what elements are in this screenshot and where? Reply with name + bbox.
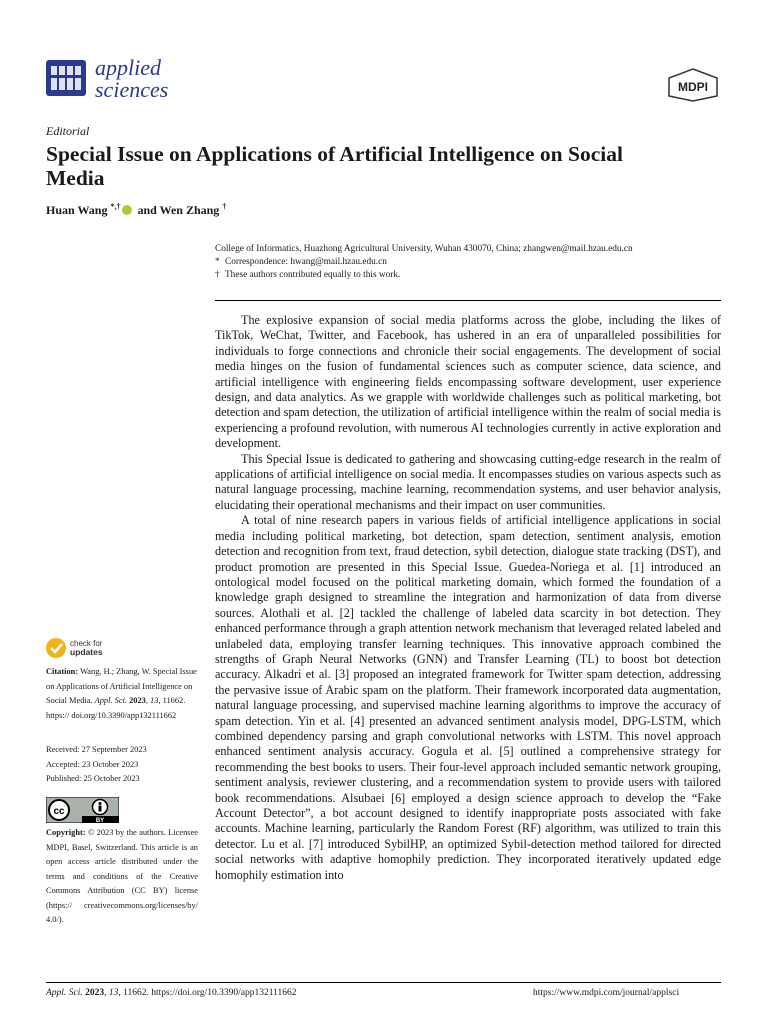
dates-block — [46, 743, 198, 787]
divider — [215, 300, 721, 301]
updates-line2: updates — [70, 647, 103, 657]
equal-mark: † — [215, 270, 220, 280]
equal-contribution-note: These authors contributed equally to this work. — [225, 270, 401, 280]
cc-by-label: BY — [95, 818, 105, 823]
journal-logo-icon — [46, 60, 86, 96]
affiliation-line: College of Informatics, Huazhong Agricultural University, Wuhan 430070, China; zhangwen@mail.hzau.edu.cn — [215, 244, 633, 254]
footer-citation: Appl. Sci. 2023, 13, 11662. https://doi.org/10.3390/app132111662 — [46, 988, 297, 998]
footer-volume: 13 — [108, 988, 119, 998]
citation-journal: Appl. Sci. — [94, 696, 127, 705]
paragraph-1: The explosive expansion of social media platforms across the globe, including the likes of TikTok, WeChat, Twitter, and Facebook, has ushered in an era of unparalleled possibilities for individuals to forge connections and chronicle their social engagements. The development of social media hinges on the fusion of fundamental sciences such as computer science, data science, and artificial intelligence with engineering fields encompassing software development, user experience design, and data analytics. As we grapple with worldwide challenges such as political marketing, bot detection and spam detection, the utilization of artificial intelligence within the realm of social media is experiencing a profound revolution, with numerous AI technologies currently in active exploration and development. — [215, 313, 721, 451]
journal-name-line2: sciences — [95, 77, 169, 102]
footer-divider — [46, 982, 721, 983]
citation-doi[interactable]: , 11662. https:// doi.org/10.3390/app132111662 — [46, 696, 186, 720]
article-body — [215, 313, 721, 883]
cc-by-license-icon[interactable] — [46, 797, 119, 823]
author-line — [46, 202, 226, 218]
publisher-name: MDPI — [678, 80, 708, 94]
footer-journal-url[interactable]: https://www.mdpi.com/journal/applsci — [533, 988, 680, 998]
footer-doi[interactable]: , 11662. https://doi.org/10.3390/app132111662 — [118, 988, 297, 998]
article-title: Special Issue on Applications of Artificial Intelligence on Social Media — [46, 142, 623, 190]
paragraph-2: This Special Issue is dedicated to gathering and showcasing cutting-edge research in the realm of applications of artificial intelligence on social media. It encompasses studies on various aspects such as natural language processing, machine learning, recommendation systems, and user behavior analysis, elucidating their operational mechanisms and their impact on user communities. — [215, 451, 721, 512]
published-date: Published: 25 October 2023 — [46, 774, 140, 783]
author-1-marks: *,† — [110, 202, 121, 211]
footer-year: 2023 — [85, 988, 105, 998]
citation-text: Wang, H.; Zhang, W. Special Issue on Applications of Artificial Intelligence on Social Media. — [46, 667, 197, 705]
correspondence: Correspondence: hwang@mail.hzau.edu.cn — [225, 257, 387, 267]
received-date: Received: 27 September 2023 — [46, 745, 147, 754]
copyright-block — [46, 826, 198, 928]
copyright-text: © 2023 by the authors. Licensee MDPI, Basel, Switzerland. This article is an open access article distributed under the terms and conditions of the Creative Commons Attribution (CC BY) license (https:// creativecommons.org/licenses/by/ 4.0/). — [46, 828, 198, 924]
citation-block: Citation: Wang, H.; Zhang, W. Special Issue on Applications of Artificial Intelligence on Social Media. Appl. Sci. 2023, 13, 11662. https:// doi.org/10.3390/app132111662 — [46, 667, 197, 720]
citation-label: Citation: — [46, 667, 79, 676]
mdpi-logo-icon — [667, 68, 719, 102]
check-updates-icon — [46, 638, 66, 658]
corr-mark: * — [215, 257, 220, 267]
svg-text:cc: cc — [53, 806, 65, 817]
journal-name — [95, 57, 168, 101]
author-2[interactable]: and Wen Zhang — [137, 203, 220, 217]
footer-journal: Appl. Sci. — [46, 988, 83, 998]
journal-name-line1: applied — [95, 55, 161, 80]
check-for-updates-badge[interactable] — [46, 638, 126, 664]
author-1[interactable]: Huan Wang — [46, 203, 108, 217]
citation-volume: 13 — [150, 696, 159, 705]
updates-line1: check for — [70, 639, 103, 648]
accepted-date: Accepted: 23 October 2023 — [46, 759, 139, 769]
author-2-mark: † — [222, 202, 227, 211]
orcid-icon[interactable] — [122, 205, 132, 215]
affiliations — [215, 243, 735, 282]
copyright-label: Copyright: — [46, 828, 86, 837]
paragraph-3: A total of nine research papers in various fields of artificial intelligence applications in social media including political marketing, bot detection, spam detection, sentiment analysis, emotion detection and recognition from text, fraud detection, sybil detection, dialogue state tracking (DST), and product promotion are presented in this Special Issue. Guedea-Noriega et al. [1] introduced an ontological model focused on the political marketing domain, which formed the foundation of a knowledge graph designed to streamline the integration and harmonization of data from diverse sources. Alothali et al. [2] tackled the challenge of labeled data scarcity in bot detection. They enhanced performance through a graph attention network mechanism that leveraged related labeled and unlabeled data, employing transfer learning techniques. This innovative approach combined the strengths of Graph Neural Networks (GNN) and Transfer Learning (TL) to boost bot detection accuracy. Alkadri et al. [3] proposed an integrated framework for Twitter spam detection, addressing the pervasive issue of Arabic spam on the platform. Their framework incorporated data augmentation, natural language processing, and supervised machine learning algorithms to improve the accuracy of spam detection. Yin et al. [4] presented an advanced sentiment analysis model, DPG-LSTM, which combined dependency parsing and graph convolutional networks with LSTM. This novel approach enhanced sentiment analysis accuracy. Gogula et al. [5] outlined a comprehensive strategy for recommending the best books to users. Their four-level approach included semantic network grouping, sentiment analysis, reviewer clustering, and a recommendation system to provide users with tailored book recommendations. Alsubaei [6] employed a design science approach to develop the “Fake Account Detector”, a bot account designed to identify inappropriate posts associated with fake accounts. Machine learning, particularly the Random Forest (RF) algorithm, was utilized to train this detector. Lu et al. [7] introduced SybilHP, an optimized Sybil-detection method tailored for directed social networks with adaptive homophily prediction. They incorporated iteratively updated edge homophily estimation into — [215, 513, 721, 882]
citation-year: 2023 — [129, 696, 146, 705]
article-type: Editorial — [46, 124, 90, 138]
